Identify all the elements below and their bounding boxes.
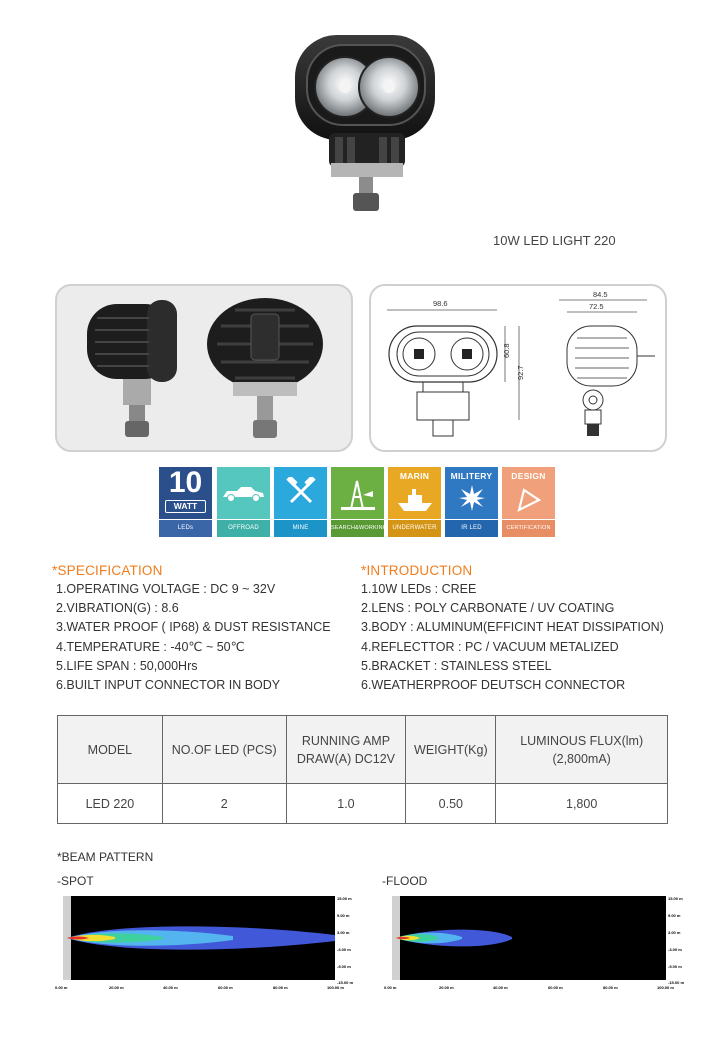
svg-text:3.00 m: 3.00 m — [337, 930, 350, 935]
intro-item: 2.LENS : POLY CARBONATE / UV COATING — [361, 601, 615, 616]
spec-item: 6.BUILT INPUT CONNECTOR IN BODY — [56, 678, 281, 693]
svg-text:15.00 m: 15.00 m — [337, 896, 352, 901]
badge-mine-label: MINE — [274, 520, 327, 537]
header-led-count: NO.OF LED (PCS) — [162, 716, 286, 784]
svg-text:0.00 m: 0.00 m — [55, 985, 68, 990]
ship-icon — [396, 487, 434, 515]
badge-design-label: CERTIFICATION — [502, 520, 555, 537]
cell-weight: 0.50 — [406, 784, 496, 824]
header-running-amp: RUNNING AMP DRAW(A) DC12V — [286, 716, 406, 784]
badge-watt-number: 10 — [168, 466, 203, 499]
header-weight: WEIGHT(Kg) — [406, 716, 496, 784]
design-triangle-icon — [516, 487, 542, 513]
svg-text:9.00 m: 9.00 m — [337, 913, 350, 918]
badge-design — [502, 467, 555, 537]
badge-watt-unit: WATT — [165, 500, 206, 513]
table-header-row — [58, 716, 668, 784]
badge-design-head: DESIGN — [511, 471, 546, 481]
spec-item: 2.VIBRATION(G) : 8.6 — [56, 601, 179, 616]
badge-marin-head: MARIN — [399, 471, 430, 481]
spec-item: 3.WATER PROOF ( IP68) & DUST RESISTANCE — [56, 620, 331, 635]
svg-text:60.00 m: 60.00 m — [548, 985, 563, 990]
badge-watt-label: LEDs — [159, 520, 212, 537]
svg-text:0.00 m: 0.00 m — [384, 985, 397, 990]
header-luminous-flux: LUMINOUS FLUX(lm) (2,800mA) — [496, 716, 668, 784]
table-row — [58, 784, 668, 824]
intro-item: 3.BODY : ALUMINUM(EFFICINT HEAT DISSIPATION) — [361, 620, 664, 635]
svg-text:-9.00 m: -9.00 m — [668, 964, 682, 969]
svg-text:3.00 m: 3.00 m — [668, 930, 681, 935]
svg-text:40.00 m: 40.00 m — [493, 985, 508, 990]
intro-item: 1.10W LEDs : CREE — [361, 582, 477, 596]
svg-text:60.00 m: 60.00 m — [218, 985, 233, 990]
dim-front-height-outer: 92.7 — [516, 365, 525, 380]
svg-text:-9.00 m: -9.00 m — [337, 964, 351, 969]
badge-offroad — [217, 467, 270, 537]
introduction-list — [361, 580, 664, 695]
badge-military — [445, 467, 498, 537]
svg-text:100.00 m: 100.00 m — [327, 985, 344, 990]
svg-text:100.00 m: 100.00 m — [657, 985, 674, 990]
cell-model: LED 220 — [58, 784, 163, 824]
cell-led-count: 2 — [162, 784, 286, 824]
product-side-and-rear-views — [57, 286, 353, 452]
badge-search-working-label: SEARCH&WORKING — [331, 520, 384, 537]
svg-text:80.00 m: 80.00 m — [603, 985, 618, 990]
svg-text:-15.00 m: -15.00 m — [337, 980, 354, 985]
svg-text:20.00 m: 20.00 m — [439, 985, 454, 990]
svg-text:80.00 m: 80.00 m — [273, 985, 288, 990]
dimension-drawing-panel — [369, 284, 667, 452]
svg-text:-3.00 m: -3.00 m — [337, 947, 351, 952]
badge-marin-label: UNDERWATER — [388, 520, 441, 537]
spec-item: 5.LIFE SPAN : 50,000Hrs — [56, 658, 198, 673]
badge-watt — [159, 467, 212, 537]
flood-label: -FLOOD — [382, 874, 428, 888]
badge-military-head: MILITERY — [450, 471, 493, 481]
spec-item: 4.TEMPERATURE : -40℃ ~ 50℃ — [56, 639, 245, 654]
dim-front-width: 98.6 — [433, 299, 448, 308]
dimension-drawing — [371, 286, 667, 452]
svg-text:-3.00 m: -3.00 m — [668, 947, 682, 952]
beam-pattern-title: *BEAM PATTERN — [57, 850, 154, 864]
product-caption: 10W LED LIGHT 220 — [493, 233, 616, 248]
spot-label: -SPOT — [57, 874, 94, 888]
badge-search-working — [331, 467, 388, 537]
intro-item: 4.REFLECTTOR : PC / VACUUM METALIZED — [361, 639, 619, 654]
crossed-hammers-icon — [286, 477, 316, 507]
introduction-title: *INTRODUCTION — [361, 563, 473, 578]
svg-text:9.00 m: 9.00 m — [668, 913, 681, 918]
specification-list — [56, 580, 331, 695]
starburst-icon — [459, 485, 485, 511]
svg-text:-15.00 m: -15.00 m — [668, 980, 685, 985]
badge-military-label: IR LED — [445, 520, 498, 537]
spec-table — [57, 715, 668, 824]
product-photo — [285, 25, 445, 220]
spec-item: 1.OPERATING VOLTAGE : DC 9 ~ 32V — [56, 582, 276, 596]
badge-offroad-label: OFFROAD — [217, 520, 270, 537]
feature-badges — [159, 467, 559, 537]
svg-text:15.00 m: 15.00 m — [668, 896, 683, 901]
spot-beam-plot — [53, 893, 355, 993]
dim-front-height-inner: 60.8 — [502, 343, 511, 358]
intro-item: 5.BRACKET : STAINLESS STEEL — [361, 658, 552, 673]
product-views-panel — [55, 284, 353, 452]
dim-side-depth-body: 72.5 — [589, 302, 604, 311]
specification-title: *SPECIFICATION — [52, 563, 163, 578]
badge-mine — [274, 467, 327, 537]
oil-rig-icon — [339, 475, 377, 513]
badge-marin — [388, 467, 441, 537]
svg-text:40.00 m: 40.00 m — [163, 985, 178, 990]
flood-beam-plot — [382, 893, 690, 993]
svg-text:20.00 m: 20.00 m — [109, 985, 124, 990]
cell-running-amp: 1.0 — [286, 784, 406, 824]
intro-item: 6.WEATHERPROOF DEUTSCH CONNECTOR — [361, 678, 626, 693]
cell-luminous-flux: 1,800 — [496, 784, 668, 824]
offroad-car-icon — [221, 483, 266, 503]
dim-side-depth-total: 84.5 — [593, 290, 608, 299]
header-model: MODEL — [58, 716, 163, 784]
